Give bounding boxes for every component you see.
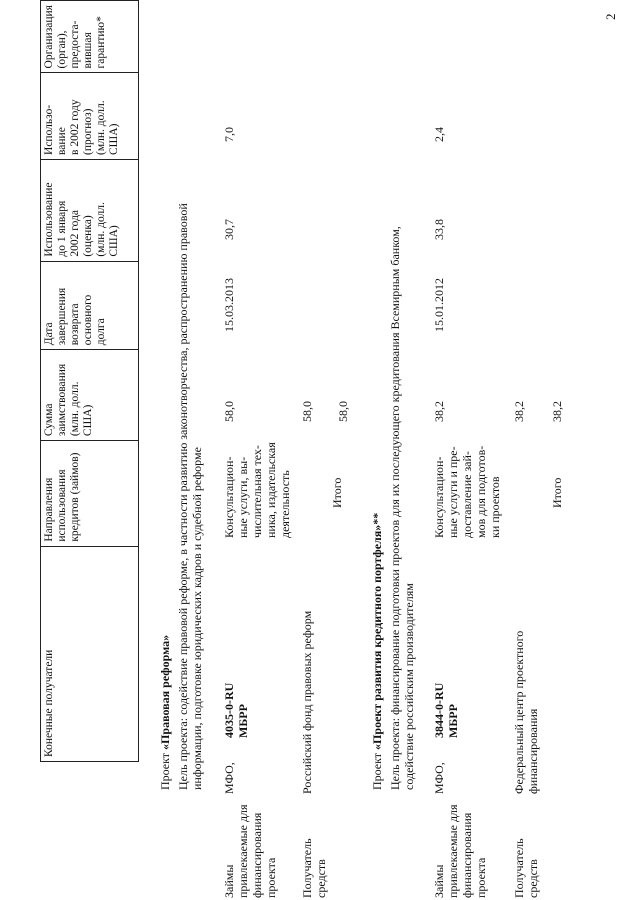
- project2-goal: Цель проекта: финансирование подготовки проектов для их последующего кредитования Всемирным банком, содействие российским производителям: [388, 226, 416, 790]
- header-used-2002: Использо- вание в 2002 году (прогноз) (млн. долл. США): [41, 73, 139, 160]
- project1-repayment-date: 15.03.2013: [222, 278, 236, 332]
- project2-used-before: 33,8: [432, 219, 446, 240]
- header-row: [41, 1, 139, 762]
- project2-recipient-name: Федеральный центр проектного финансирования: [512, 630, 540, 794]
- project1-title-prefix: Проект: [158, 749, 172, 790]
- project2-used-2002: 2,4: [432, 127, 446, 142]
- project1-amount: 58,0: [222, 401, 236, 422]
- project2-loan-code: 3844-0-RU МБРР: [432, 682, 460, 738]
- project2-repayment-date: 15.01.2012: [432, 278, 446, 332]
- project2-loans-label: Займы привлекаемые для финансирования проекта: [432, 804, 488, 898]
- header-final-recipients: Конечные получатели: [41, 546, 139, 761]
- project2-amount: 38,2: [432, 401, 446, 422]
- project1-recipient: МФО,: [222, 762, 236, 794]
- project1-direction: Консультацион- ные услуги, вы- числительная тех- ника, издательская деятельность: [222, 442, 292, 538]
- project2-title-prefix: Проект: [370, 749, 384, 790]
- project1-recipient-amount: 58,0: [300, 401, 314, 422]
- page-number: 2: [603, 13, 618, 20]
- project2-recipient-amount: 38,2: [512, 401, 526, 422]
- header-used-before-2002: Использование до 1 января 2002 года (оценка) (млн. долл. США): [41, 159, 139, 261]
- project2-recipient: МФО,: [432, 762, 446, 794]
- header-guarantor: Организация (орган), предоста- вившая гарантию*: [41, 1, 139, 73]
- project2-direction: Консультацион- ные услуги и пре- доставление зай- мов для подготов- ки проектов: [432, 445, 502, 538]
- header-directions: Направления использования кредитов (займов): [41, 441, 139, 547]
- project1-total-label: Итого: [330, 477, 344, 508]
- project2-recipient-label: Получатель средств: [512, 838, 540, 898]
- project2-title-name: «Проект развития кредитного портфеля»**: [370, 512, 384, 750]
- project2-total-label: Итого: [550, 477, 564, 508]
- header-table: [40, 0, 139, 762]
- project1-title: [158, 635, 172, 790]
- project1-title-name: «Правовая реформа»: [158, 634, 172, 750]
- project2-total-amount: 38,2: [550, 401, 564, 422]
- project1-loan-code: 4035-0-RU МБРР: [222, 682, 250, 738]
- project1-used-2002: 7,0: [222, 127, 236, 142]
- project1-used-before: 30,7: [222, 219, 236, 240]
- project2-title: [370, 513, 384, 790]
- project1-recipient-name: Российский фонд правовых реформ: [300, 610, 314, 794]
- project1-recipient-label: Получатель средств: [300, 838, 328, 898]
- project1-loans-label: Займы привлекаемые для финансирования проекта: [222, 804, 278, 898]
- project1-total-amount: 58,0: [336, 401, 350, 422]
- header-repayment-date: Дата завершения возврата основного долга: [41, 261, 139, 350]
- header-amount: Сумма заимствования (млн. долл. США): [41, 350, 139, 441]
- project1-goal: Цель проекта: содействие правовой реформе, в частности развитию законотворчества, распространению правовой информации, подготовке юридических кадров и судебной реформе: [176, 203, 204, 790]
